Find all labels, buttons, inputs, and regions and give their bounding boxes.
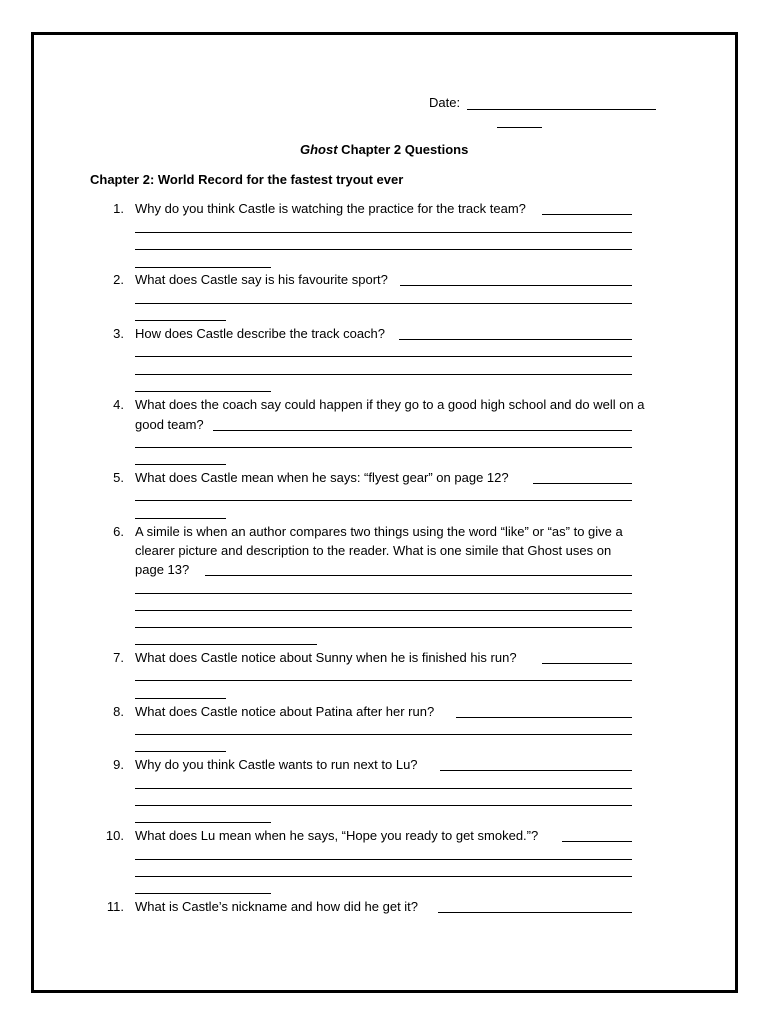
answer-line [135,680,632,681]
answer-line [135,893,271,894]
answer-line [135,698,226,699]
answer-line [135,876,632,877]
question-number: 11. [106,899,124,914]
question-text: What does Castle notice about Patina after her run? [135,704,435,719]
question-text: What does Castle say is his favourite sport? [135,272,388,287]
question-text: A simile is when an author compares two things using the word “like” or “as” to give a [135,524,623,539]
answer-line [135,500,632,501]
answer-line [135,391,271,392]
date-answer-line-2 [497,127,542,128]
question-number: 8. [113,704,124,719]
worksheet-title [300,142,468,158]
question-text: Why do you think Castle is watching the practice for the track team? [135,201,526,216]
answer-line [135,734,632,735]
answer-line [438,912,632,913]
question-text: Why do you think Castle wants to run next to Lu? [135,757,418,772]
answer-line [135,374,632,375]
answer-line [135,518,226,519]
answer-line [135,249,632,250]
answer-line [135,267,271,268]
answer-line [400,285,632,286]
answer-line [135,320,226,321]
answer-line [135,627,632,628]
answer-line [135,644,317,645]
question-number: 1. [113,201,124,216]
answer-line [135,859,632,860]
question-text: What does Castle mean when he says: “flyest gear” on page 12? [135,470,509,485]
answer-line [135,303,632,304]
answer-line [440,770,632,771]
question-text: clearer picture and description to the reader. What is one simile that Ghost uses on [135,543,612,558]
question-number: 5. [113,470,124,485]
question-text: good team? [135,417,204,432]
question-number: 6. [113,524,124,539]
answer-line [456,717,632,718]
answer-line [135,751,226,752]
answer-line [205,575,632,576]
question-number: 9. [113,757,124,772]
answer-line [542,663,632,664]
question-text: What does Lu mean when he says, “Hope you ready to get smoked.”? [135,828,539,843]
question-text: What does the coach say could happen if they go to a good high school and do well on a [135,397,645,412]
question-number: 2. [113,272,124,287]
date-label: Date: [429,95,461,110]
book-title: Ghost [300,142,338,157]
answer-line [135,447,632,448]
question-number: 4. [113,397,124,412]
answer-line [135,464,226,465]
answer-line [213,430,632,431]
answer-line [135,593,632,594]
title-rest: Chapter 2 Questions [337,142,469,157]
question-number: 7. [113,650,124,665]
question-number: 3. [113,326,124,341]
answer-line [399,339,632,340]
answer-line [135,610,632,611]
answer-line [135,805,632,806]
answer-line [533,483,632,484]
answer-line [562,841,632,842]
answer-line [135,788,632,789]
question-number: 10. [105,828,124,843]
question-text: page 13? [135,562,190,577]
answer-line [135,232,632,233]
question-text: How does Castle describe the track coach? [135,326,386,341]
chapter-heading: Chapter 2: World Record for the fastest tryout ever [90,172,404,187]
answer-line [135,356,632,357]
question-text: What is Castle’s nickname and how did he get it? [135,899,419,914]
question-text: What does Castle notice about Sunny when he is finished his run? [135,650,517,665]
date-answer-line [467,109,656,110]
answer-line [135,822,271,823]
answer-line [542,214,632,215]
